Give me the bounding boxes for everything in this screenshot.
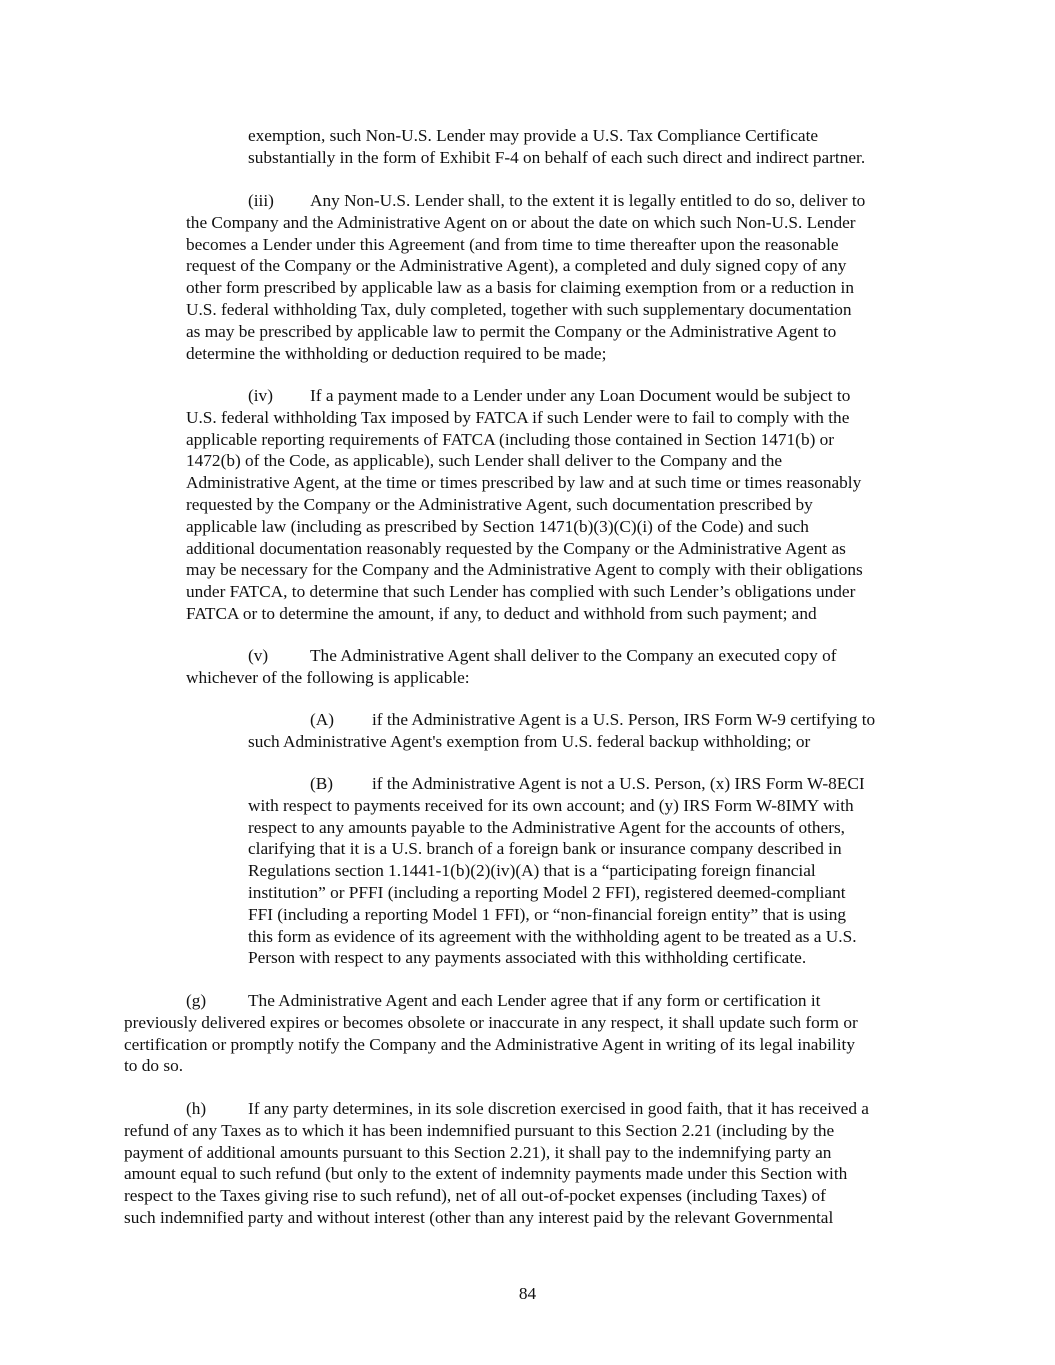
text-line: clarifying that it is a U.S. branch of a foreign bank or insurance company described in bbox=[248, 839, 842, 859]
text-line: applicable reporting requirements of FATCA (including those contained in Section 1471(b) or bbox=[186, 429, 835, 449]
text-line: additional documentation reasonably requested by the Company or the Administrative Agent as bbox=[186, 538, 846, 558]
text-line: if the Administrative Agent is not a U.S. Person, (x) IRS Form W-8ECI bbox=[372, 774, 865, 793]
text-line: if the Administrative Agent is a U.S. Person, IRS Form W-9 certifying to bbox=[372, 710, 876, 729]
text-line: payment of additional amounts pursuant to this Section 2.21), it shall pay to the indemnifying party an bbox=[124, 1142, 832, 1162]
paragraph-label: (A) bbox=[310, 710, 334, 729]
paragraph-label: (iv) bbox=[248, 386, 273, 405]
text-line: U.S. federal withholding Tax, duly completed, together with such supplementary documentation bbox=[186, 299, 852, 319]
text-line: to do so. bbox=[124, 1056, 184, 1076]
paragraph-h bbox=[124, 1098, 869, 1229]
text-line: The Administrative Agent and each Lender agree that if any form or certification it bbox=[248, 991, 821, 1010]
paragraph-continuation bbox=[248, 125, 865, 169]
text-line: with respect to payments received for its own account; and (y) IRS Form W-8IMY with bbox=[248, 795, 854, 815]
paragraph-g bbox=[124, 990, 858, 1077]
paragraph-v bbox=[186, 645, 836, 689]
text-line: as may be prescribed by applicable law to permit the Company or the Administrative Agent to bbox=[186, 321, 837, 341]
text-line: U.S. federal withholding Tax imposed by FATCA if such Lender were to fail to comply with the bbox=[186, 407, 850, 427]
text-line: previously delivered expires or becomes obsolete or inaccurate in any respect, it shall update such form or bbox=[124, 1012, 858, 1032]
text-line: becomes a Lender under this Agreement (and from time to time thereafter upon the reasonable bbox=[186, 234, 839, 254]
text-line: Administrative Agent, at the time or times prescribed by law and at such time or times reasonably bbox=[186, 473, 862, 493]
text-line: institution” or PFFI (including a reporting Model 2 FFI), registered deemed-compliant bbox=[248, 882, 846, 902]
text-line: 1472(b) of the Code, as applicable), such Lender shall deliver to the Company and the bbox=[186, 451, 783, 471]
text-line: such Administrative Agent's exemption from U.S. federal backup withholding; or bbox=[248, 731, 811, 751]
text-line: Regulations section 1.1441-1(b)(2)(iv)(A) that is a “participating foreign financial bbox=[248, 861, 816, 881]
text-line: substantially in the form of Exhibit F-4 on behalf of each such direct and indirect partner. bbox=[248, 147, 866, 167]
text-line: this form as evidence of its agreement with the withholding agent to be treated as a U.S. bbox=[248, 926, 857, 946]
text-line: amount equal to such refund (but only to the extent of indemnity payments made under this Section with bbox=[124, 1164, 848, 1184]
text-line: If any party determines, in its sole discretion exercised in good faith, that it has received a bbox=[248, 1099, 869, 1118]
paragraph-A bbox=[248, 709, 875, 753]
paragraph-B bbox=[248, 773, 865, 969]
text-line: the Company and the Administrative Agent on or about the date on which such Non-U.S. Lender bbox=[186, 212, 856, 232]
paragraph-label: (v) bbox=[248, 646, 269, 665]
text-line: exemption, such Non-U.S. Lender may provide a U.S. Tax Compliance Certificate bbox=[248, 126, 819, 145]
text-line: respect to any amounts payable to the Administrative Agent for the accounts of others, bbox=[248, 817, 846, 837]
text-line: requested by the Company or the Administrative Agent, such documentation prescribed by bbox=[186, 494, 813, 514]
text-line: Any Non-U.S. Lender shall, to the extent it is legally entitled to do so, deliver to bbox=[310, 191, 866, 210]
page-number: 84 bbox=[518, 1284, 537, 1303]
text-line: whichever of the following is applicable: bbox=[186, 667, 470, 687]
text-line: may be necessary for the Company and the Administrative Agent to comply with their obligations bbox=[186, 560, 863, 580]
text-line: respect to the Taxes giving rise to such refund), net of all out-of-pocket expenses (including Taxes) of bbox=[124, 1186, 826, 1206]
text-line: If a payment made to a Lender under any Loan Document would be subject to bbox=[310, 386, 851, 405]
text-line: The Administrative Agent shall deliver to the Company an executed copy of bbox=[310, 646, 837, 665]
text-line: certification or promptly notify the Company and the Administrative Agent in writing of its legal inability bbox=[124, 1034, 855, 1054]
text-line: Person with respect to any payments associated with this withholding certificate. bbox=[248, 948, 807, 968]
text-line: such indemnified party and without interest (other than any interest paid by the relevant Governmental bbox=[124, 1207, 834, 1227]
paragraph-label: (iii) bbox=[248, 191, 274, 210]
text-line: applicable law (including as prescribed by Section 1471(b)(3)(C)(i) of the Code) and such bbox=[186, 516, 809, 536]
paragraph-iv bbox=[186, 385, 863, 625]
text-line: determine the withholding or deduction required to be made; bbox=[186, 343, 607, 363]
paragraph-label: (g) bbox=[186, 991, 207, 1010]
paragraph-label: (h) bbox=[186, 1099, 207, 1118]
text-line: FATCA or to determine the amount, if any, to deduct and withhold from such payment; and bbox=[186, 603, 817, 623]
text-line: refund of any Taxes as to which it has been indemnified pursuant to this Section 2.21 (including by the bbox=[124, 1120, 835, 1140]
text-line: request of the Company or the Administrative Agent), a completed and duly signed copy of any bbox=[186, 256, 847, 276]
text-line: under FATCA, to determine that such Lender has complied with such Lender’s obligations under bbox=[186, 582, 856, 602]
text-line: other form prescribed by applicable law as a basis for claiming exemption from or a reduction in bbox=[186, 278, 854, 298]
paragraph-iii bbox=[186, 190, 865, 364]
paragraph-label: (B) bbox=[310, 774, 334, 793]
text-line: FFI (including a reporting Model 1 FFI), or “non-financial foreign entity” that is using bbox=[248, 904, 847, 924]
